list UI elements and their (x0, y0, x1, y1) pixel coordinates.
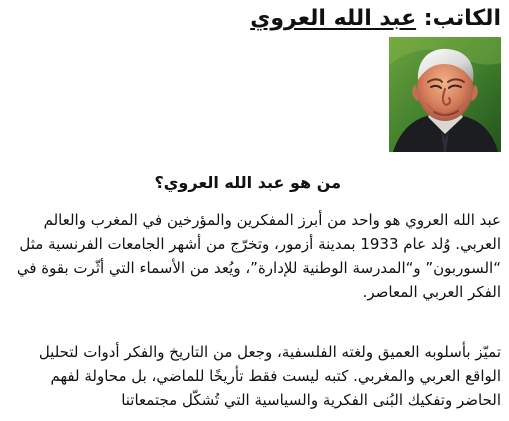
biography-paragraph-1: عبد الله العروي هو واحد من أبرز المفكرين والمؤرخين في المغرب والعالم العربي. وُلد عام 1933 بمدينة أزمور، وتخرّج من أشهر الجامعات الفرنسية مثل “السوربون” و“المدرسة الوطنية للإدارة”، ويُعد من الأسماء التي أثّرت بقوة في الفكر العربي المعاصر. (16, 211, 501, 301)
biography-paragraph-2: تميّز بأسلوبه العميق ولغته الفلسفية، وجعل من التاريخ والفكر أدوات لتحليل الواقع العربي والمغربي. كتبه ليست فقط تأريخًا للماضي، بل محاولة لفهم الحاضر وتفكيك البُنى الفكرية والسياسية التي تُشكّل مجتمعاتنا (38, 343, 501, 409)
author-name-link[interactable]: عبد الله العروي (250, 6, 417, 31)
author-label: الكاتب: (423, 6, 501, 31)
section-title: من هو عبد الله العروي؟ (154, 173, 341, 192)
author-heading (250, 4, 501, 34)
author-portrait-image (389, 37, 501, 152)
